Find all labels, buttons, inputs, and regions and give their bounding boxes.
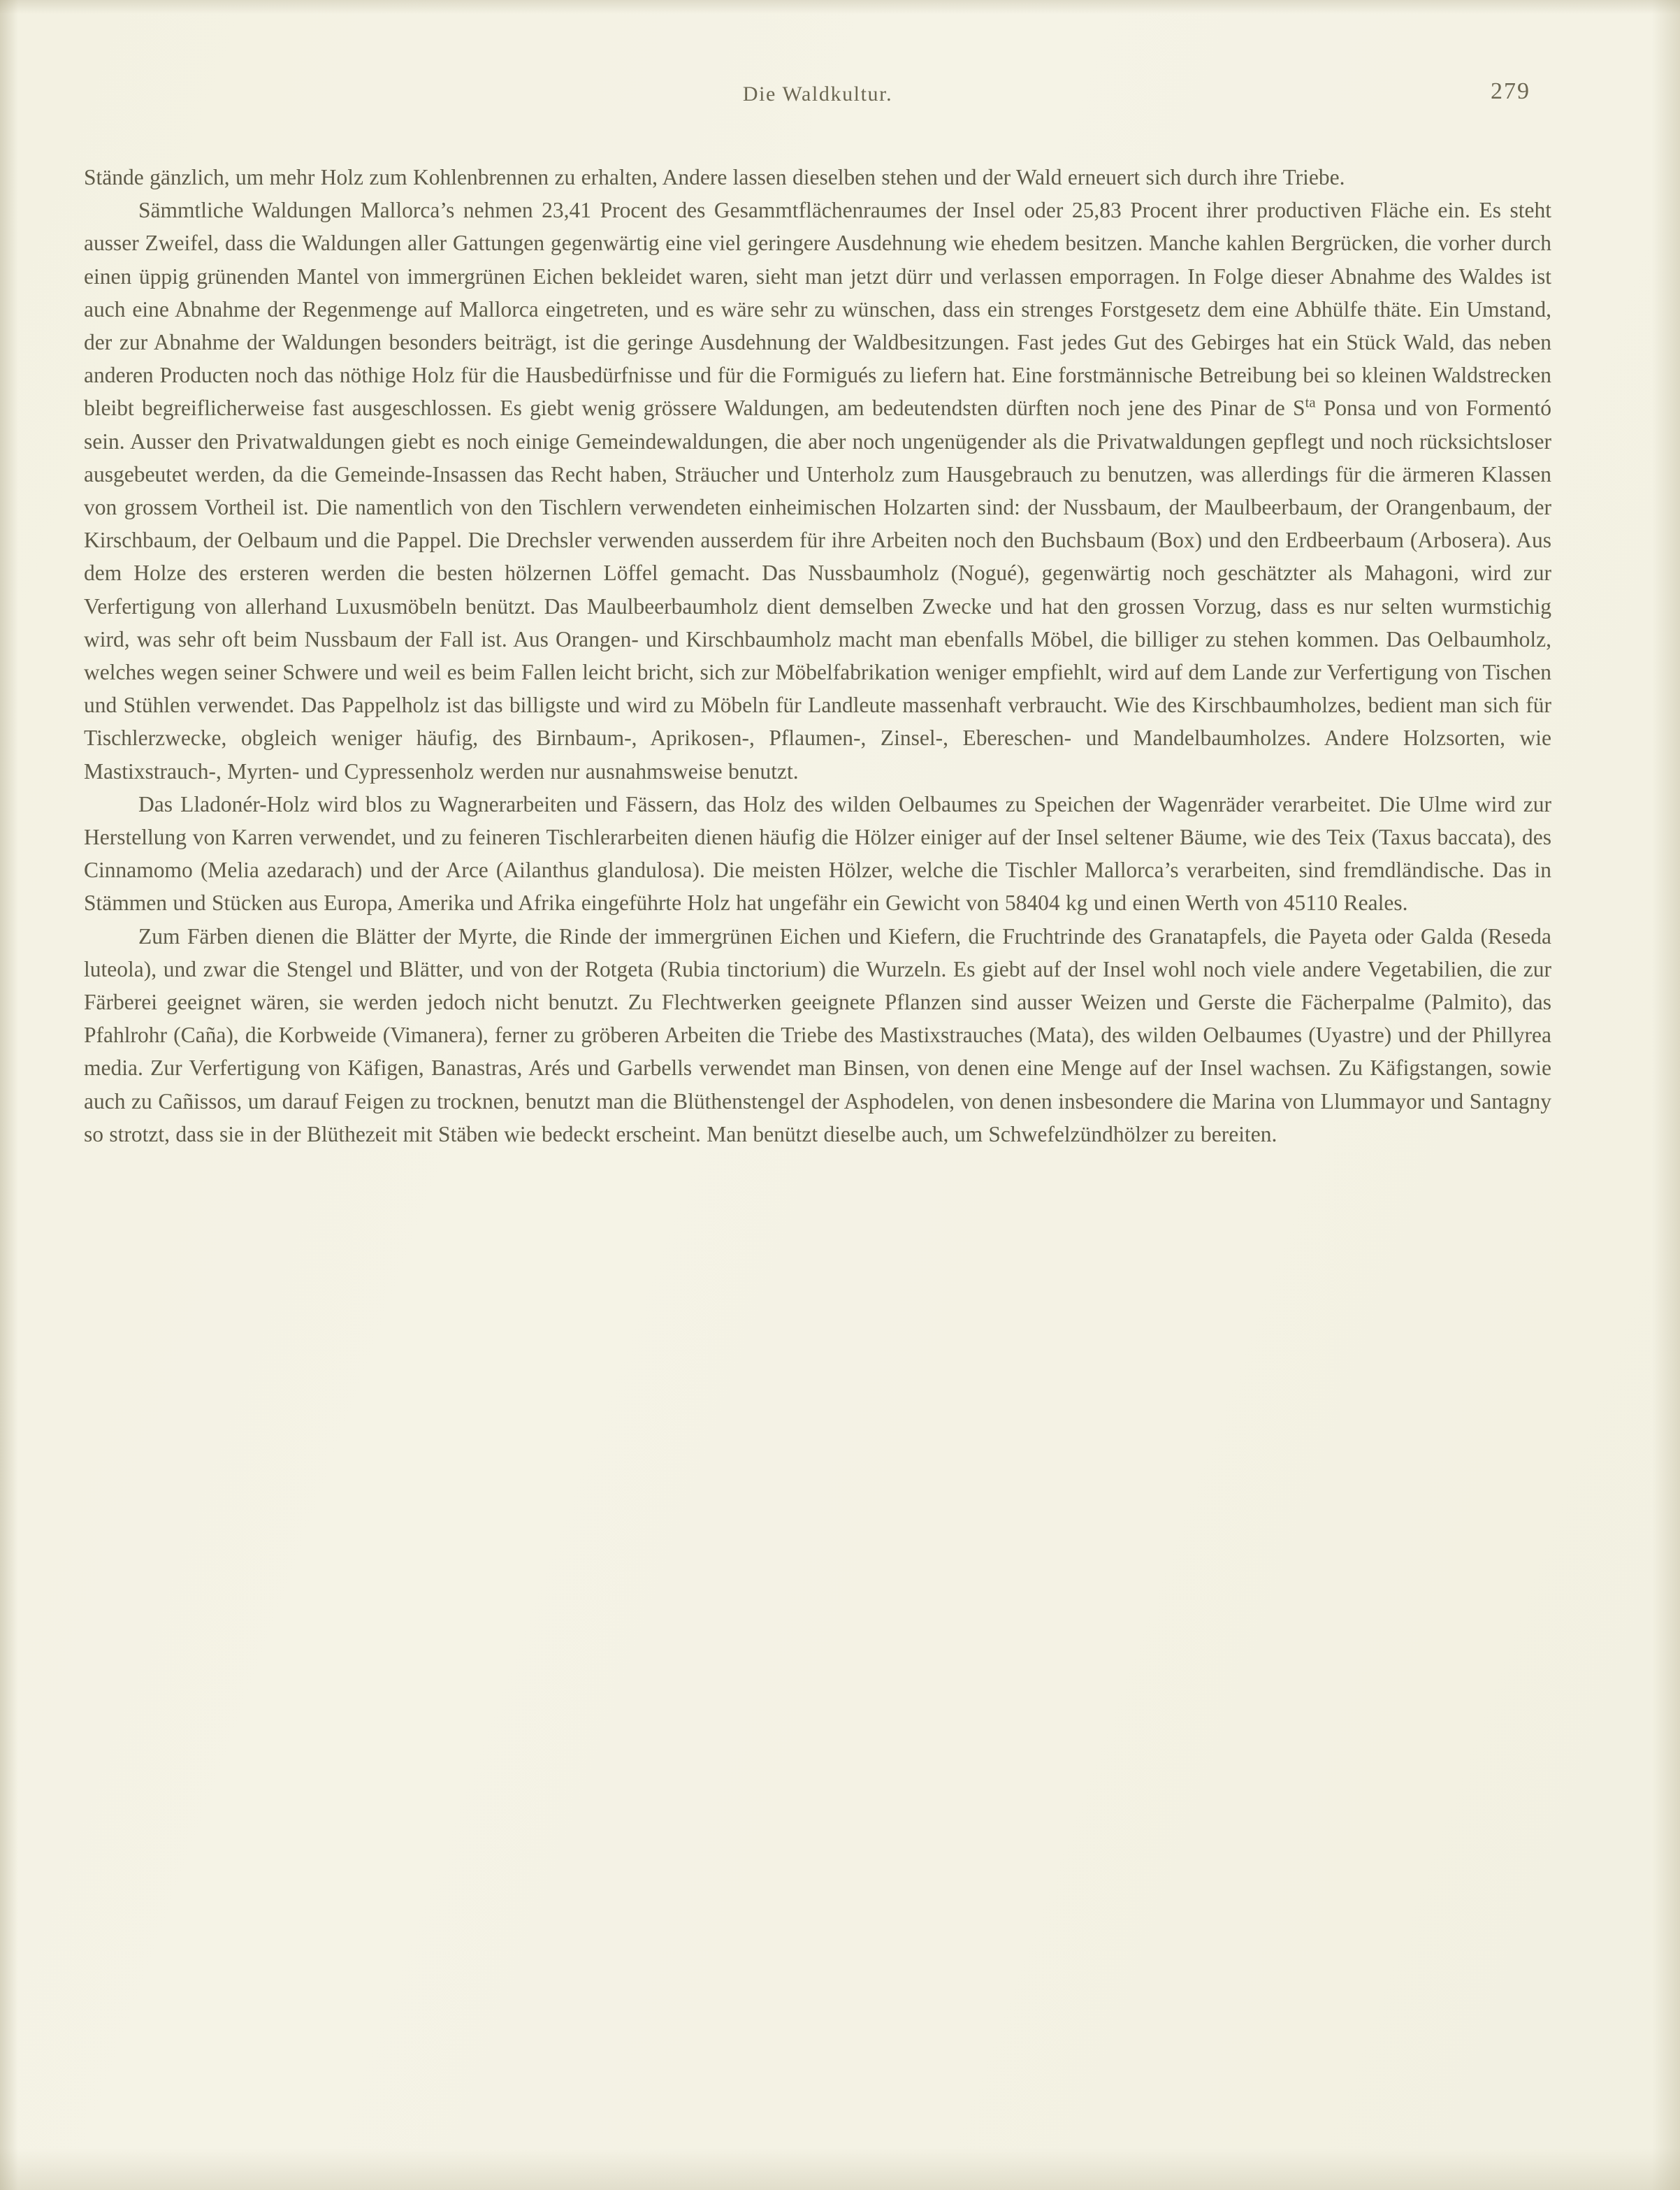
page-number: 279: [1491, 78, 1530, 104]
paragraph-2: [84, 194, 1551, 788]
page-edge-shadow-top: [0, 0, 1680, 14]
page-header: [84, 49, 1551, 106]
paragraph-3: Das Lladonér-Holz wird blos zu Wagnerarbeiten und Fässern, das Holz des wilden Oelbaumes zu Speichen der Wagenräder verarbeitet. Die Ulme wird zur Herstellung von Karren verwendet, und zu feineren Tischlerarbeiten dienen häufig die Hölzer einiger auf der Insel seltener Bäume, wie des Teix (Taxus baccata), des Cinnamomo (Melia azedarach) und der Arce (Ailanthus glandulosa). Die meisten Hölzer, welche die Tischler Mallorca’s verarbeiten, sind fremdländische. Das in Stämmen und Stücken aus Europa, Amerika und Afrika eingeführte Holz hat ungefähr ein Gewicht von 58404 kg und einen Werth von 45110 Reales.: [84, 791, 1551, 916]
page-edge-shadow-left: [0, 0, 18, 2190]
body-text: [84, 161, 1551, 1151]
paragraph-2-superscript: ta: [1305, 394, 1316, 411]
running-title: Die Waldkultur.: [742, 82, 893, 106]
page-edge-shadow-bottom: [0, 2148, 1680, 2190]
paragraph-2-part1: Sämmtliche Waldungen Mallorca’s nehmen 23,41 Procent des Gesammtflächenraumes der Insel oder 25,83 Procent ihrer productiven Fläche ein. Es steht ausser Zweifel, dass die Waldungen aller Gattungen gegenwärtig eine viel geringere Ausdehnung wie ehedem besitzen. Manche kahlen Bergrücken, die vorher durch einen üppig grünenden Mantel von immergrünen Eichen bekleidet waren, sieht man jetzt dürr und verlassen emporragen. In Folge dieser Abnahme des Waldes ist auch eine Abnahme der Regenmenge auf Mallorca eingetreten, und es wäre sehr zu wünschen, dass ein strenges Forstgesetz dem eine Abhülfe thäte. Ein Umstand, der zur Abnahme der Waldungen besonders beiträgt, ist die geringe Ausdehnung der Waldbesitzungen. Fast jedes Gut des Gebirges hat ein Stück Wald, das neben anderen Producten noch das nöthige Holz für die Hausbedürfnisse und für die Formigués zu liefern hat. Eine forstmännische Betreibung bei so kleinen Waldstrecken bleibt begreiflicherweise fast ausgeschlossen. Es giebt wenig grössere Waldungen, am bedeutendsten dürften noch jene des Pinar de S: [84, 198, 1551, 421]
paragraph-4: Zum Färben dienen die Blätter der Myrte, die Rinde der immergrünen Eichen und Kiefern, die Fruchtrinde des Granatapfels, die Payeta oder Galda (Reseda luteola), und zwar die Stengel und Blätter, und von der Rotgeta (Rubia tinctorium) die Wurzeln. Es giebt auf der Insel wohl noch viele andere Vegetabilien, die zur Färberei geeignet wären, sie werden jedoch nicht benutzt. Zu Flechtwerken geeignete Pflanzen sind ausser Weizen und Gerste die Fächerpalme (Palmito), das Pfahlrohr (Caña), die Korbweide (Vimanera), ferner zu gröberen Arbeiten die Triebe des Mastixstrauches (Mata), des wilden Oelbaumes (Uyastre) und der Phillyrea media. Zur Verfertigung von Käfigen, Banastras, Arés und Garbells verwendet man Binsen, von denen eine Menge auf der Insel wachsen. Zu Käfigstangen, sowie auch zu Cañissos, um darauf Feigen zu trocknen, benutzt man die Blüthenstengel der Asphodelen, von denen insbesondere die Marina von Llummayor und Santagny so strotzt, dass sie in der Blüthezeit mit Stäben wie bedeckt erscheint. Man benützt dieselbe auch, um Schwefelzündhölzer zu bereiten.: [84, 923, 1551, 1146]
paragraph-2-part2: Ponsa und von Formentó sein. Ausser den Privatwaldungen giebt es noch einige Gemeindewaldungen, die aber noch ungenügender als die Privatwaldungen gepflegt und noch rücksichtsloser ausgebeutet werden, da die Gemeinde-Insassen das Recht haben, Sträucher und Unterholz zum Hausgebrauch zu benutzen, was allerdings für die ärmeren Klassen von grossem Vortheil ist. Die namentlich von den Tischlern verwendeten einheimischen Holzarten sind: der Nussbaum, der Maulbeerbaum, der Orangenbaum, der Kirschbaum, der Oelbaum und die Pappel. Die Drechsler verwenden ausserdem für ihre Arbeiten noch den Buchsbaum (Box) und den Erdbeerbaum (Arbosera). Aus dem Holze des ersteren werden die besten hölzernen Löffel gemacht. Das Nussbaumholz (Nogué), gegenwärtig noch geschätzter als Mahagoni, wird zur Verfertigung von allerhand Luxusmöbeln benützt. Das Maulbeerbaumholz dient demselben Zwecke und hat den grossen Vorzug, dass es nur selten wurmstichig wird, was sehr oft beim Nussbaum der Fall ist. Aus Orangen- und Kirschbaumholz macht man ebenfalls Möbel, die billiger zu stehen kommen. Das Oelbaumholz, welches wegen seiner Schwere und weil es beim Fallen leicht bricht, sich zur Möbelfabrikation weniger empfiehlt, wird auf dem Lande zur Verfertigung von Tischen und Stühlen verwendet. Das Pappelholz ist das billigste und wird zu Möbeln für Landleute massenhaft verbraucht. Wie des Kirschbaumholzes, bedient man sich für Tischlerzwecke, obgleich weniger häufig, des Birnbaum-, Aprikosen-, Pflaumen-, Zinsel-, Ebereschen- und Mandelbaumholzes. Andere Holzsorten, wie Mastixstrauch-, Myrten- und Cypressenholz werden nur ausnahmsweise benutzt.: [84, 396, 1551, 784]
page-edge-shadow-right: [1652, 0, 1680, 2190]
paragraph-1: Stände gänzlich, um mehr Holz zum Kohlenbrennen zu erhalten, Andere lassen dieselben stehen und der Wald erneuert sich durch ihre Triebe.: [84, 165, 1345, 189]
page-content-area: [42, 49, 1593, 2132]
